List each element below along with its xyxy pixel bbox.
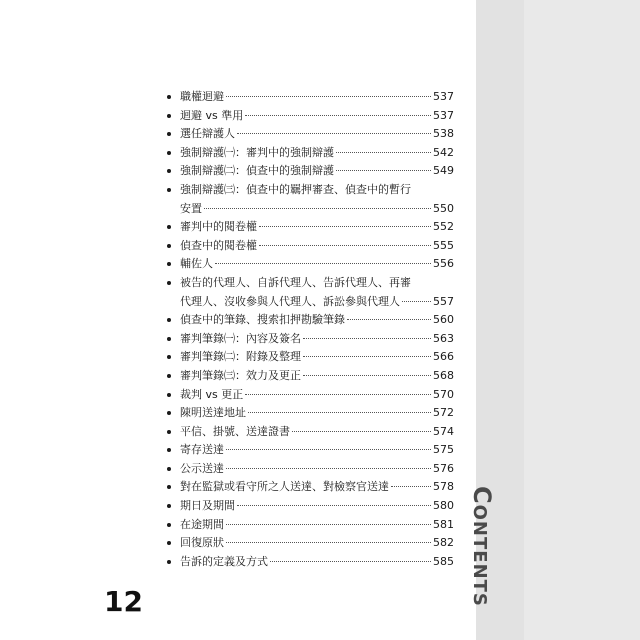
- toc-entry: [164, 497, 454, 516]
- toc-entry-page: 580: [433, 499, 454, 513]
- bullet-icon: [167, 132, 171, 136]
- toc-entry-title: 對在監獄或看守所之人送達、對檢察官送達: [180, 480, 389, 494]
- toc-entry-page: 576: [433, 461, 454, 475]
- bullet-icon: [167, 114, 171, 118]
- dot-leader: [270, 560, 431, 562]
- contents-sidebar: [476, 0, 640, 640]
- toc-entry: [164, 386, 454, 405]
- contents-label-rest: ONTENTS: [469, 504, 490, 607]
- toc-entry-line: [180, 386, 454, 405]
- toc-entry-line: [180, 497, 454, 516]
- toc-entry-page: 537: [433, 108, 454, 122]
- toc-entry-title: 偵查中的閱卷權: [180, 238, 257, 252]
- toc-entry: [164, 255, 454, 274]
- bullet-icon: [167, 318, 171, 322]
- toc-entry-page: 570: [433, 387, 454, 401]
- dot-leader: [245, 114, 431, 116]
- toc-entry-title: 偵查中的筆錄、搜索扣押勘驗筆錄: [180, 313, 345, 327]
- dot-leader: [391, 485, 431, 487]
- dot-leader: [215, 262, 431, 264]
- toc-entry-line: [180, 330, 454, 349]
- toc-entry: [164, 460, 454, 479]
- toc-entry-page: 560: [433, 313, 454, 327]
- bullet-icon: [167, 485, 171, 489]
- toc-entry-page: 574: [433, 424, 454, 438]
- toc-entry: [164, 144, 454, 163]
- toc-entry: [164, 125, 454, 144]
- dot-leader: [303, 374, 431, 376]
- bullet-icon: [167, 560, 171, 564]
- dot-leader: [204, 207, 431, 209]
- dot-leader: [336, 169, 431, 171]
- toc-entry-page: 578: [433, 480, 454, 494]
- toc-entry-line: [180, 237, 454, 256]
- dot-leader: [347, 318, 431, 320]
- toc-entry: [164, 348, 454, 367]
- toc-entry-title: 強制辯護㈡：偵查中的強制辯護: [180, 164, 334, 178]
- toc-entry-page: 552: [433, 220, 454, 234]
- toc-entry-title: 選任辯護人: [180, 127, 235, 141]
- toc-entry-title: 審判筆錄㈠：內容及簽名: [180, 331, 301, 345]
- toc-entry-page: 538: [433, 127, 454, 141]
- table-of-contents: [164, 88, 454, 571]
- dot-leader: [237, 504, 431, 506]
- toc-entry-page: 563: [433, 331, 454, 345]
- dot-leader: [259, 244, 431, 246]
- toc-entry-line: [180, 423, 454, 442]
- toc-entry-page: 550: [433, 201, 454, 215]
- toc-entry-line: [180, 516, 454, 535]
- toc-entry-title: 審判筆錄㈢：效力及更正: [180, 368, 301, 382]
- toc-entry-page: 557: [433, 294, 454, 308]
- toc-entry-page: 542: [433, 145, 454, 159]
- toc-entry-page: 572: [433, 406, 454, 420]
- toc-entry: [164, 218, 454, 237]
- toc-entry: [164, 553, 454, 572]
- toc-entry-page: 555: [433, 238, 454, 252]
- toc-entry: [164, 423, 454, 442]
- toc-entry-line: [180, 88, 454, 107]
- toc-entry-page: 549: [433, 164, 454, 178]
- bullet-icon: [167, 95, 171, 99]
- toc-entry: [164, 478, 454, 497]
- bullet-icon: [167, 244, 171, 248]
- toc-entry: [164, 181, 454, 218]
- bullet-icon: [167, 337, 171, 341]
- toc-entry-title: 審判中的閱卷權: [180, 220, 257, 234]
- contents-vertical-label: [456, 486, 496, 607]
- dot-leader: [336, 151, 431, 153]
- toc-entry-title: 代理人、沒收參與人代理人、訴訟參與代理人: [180, 294, 400, 308]
- toc-entry-title: 公示送達: [180, 461, 224, 475]
- toc-entry-line: [180, 311, 454, 330]
- toc-entry-title: 期日及期間: [180, 499, 235, 513]
- toc-entry-line: [180, 348, 454, 367]
- dot-leader: [292, 430, 431, 432]
- bullet-icon: [167, 541, 171, 545]
- toc-entry-line: [180, 162, 454, 181]
- toc-entry-title: 審判筆錄㈡：附錄及整理: [180, 350, 301, 364]
- toc-entry-title: 告訴的定義及方式: [180, 554, 268, 568]
- toc-entry-line: [180, 553, 454, 572]
- bullet-icon: [167, 523, 171, 527]
- toc-entry-page: 582: [433, 536, 454, 550]
- dot-leader: [303, 355, 431, 357]
- toc-entry-title: 職權迴避: [180, 90, 224, 103]
- bullet-icon: [167, 262, 171, 266]
- toc-entry-page: 575: [433, 443, 454, 457]
- toc-entry-title: 寄存送達: [180, 443, 224, 457]
- dot-leader: [248, 411, 431, 413]
- bullet-icon: [167, 188, 171, 192]
- dot-leader: [226, 95, 431, 97]
- bullet-icon: [167, 355, 171, 359]
- toc-entry-page: 581: [433, 517, 454, 531]
- toc-entry: [164, 330, 454, 349]
- toc-entry-title: 迴避 vs 準用: [180, 108, 244, 122]
- toc-entry-line: [180, 144, 454, 163]
- dot-leader: [226, 448, 431, 450]
- toc-entry-line: [180, 478, 454, 497]
- bullet-icon: [167, 374, 171, 378]
- toc-entry-title: 陳明送達地址: [180, 406, 246, 420]
- toc-entry-line: [180, 218, 454, 237]
- toc-entry: [164, 107, 454, 126]
- toc-entry-line: [180, 441, 454, 460]
- bullet-icon: [167, 411, 171, 415]
- toc-entry: [164, 404, 454, 423]
- toc-entry-line: [180, 367, 454, 386]
- toc-entry-title: 回復原狀: [180, 536, 224, 550]
- toc-entry: [164, 441, 454, 460]
- toc-entry-title: 安置: [180, 201, 202, 215]
- bullet-icon: [167, 393, 171, 397]
- dot-leader: [237, 132, 431, 134]
- toc-entry-line: [180, 200, 454, 219]
- toc-entry-title-line1: 被告的代理人、自訴代理人、告訴代理人、再審: [180, 275, 411, 289]
- bullet-icon: [167, 448, 171, 452]
- toc-entry: [164, 88, 454, 107]
- toc-entry-page: 537: [433, 90, 454, 103]
- bullet-icon: [167, 169, 171, 173]
- bullet-icon: [167, 467, 171, 471]
- toc-entry-line: [180, 404, 454, 423]
- toc-entry-page: 566: [433, 350, 454, 364]
- dot-leader: [226, 541, 431, 543]
- bullet-icon: [167, 151, 171, 155]
- toc-entry-title: 裁判 vs 更正: [180, 387, 244, 401]
- dot-leader: [259, 225, 431, 227]
- contents-label-initial: C: [468, 486, 496, 505]
- dot-leader: [226, 467, 431, 469]
- dot-leader: [245, 393, 431, 395]
- dot-leader: [402, 300, 431, 302]
- toc-entry: [164, 516, 454, 535]
- bullet-icon: [167, 504, 171, 508]
- page-number: 12: [104, 585, 143, 618]
- toc-entry: [164, 367, 454, 386]
- toc-entry-line: [180, 125, 454, 144]
- toc-entry-title: 平信、掛號、送達證書: [180, 424, 290, 438]
- toc-entry-title: 強制辯護㈠：審判中的強制辯護: [180, 145, 334, 159]
- toc-entry-line: [180, 293, 454, 312]
- dot-leader: [303, 337, 431, 339]
- toc-entry: [164, 237, 454, 256]
- toc-entry: [164, 162, 454, 181]
- toc-entry: [164, 274, 454, 311]
- toc-entry-line: [180, 460, 454, 479]
- toc-entry-line: [180, 107, 454, 126]
- toc-entry-title: 在途期間: [180, 517, 224, 531]
- toc-entry-title: 輔佐人: [180, 257, 213, 271]
- bullet-icon: [167, 281, 171, 285]
- toc-entry: [164, 534, 454, 553]
- bullet-icon: [167, 225, 171, 229]
- dot-leader: [226, 523, 431, 525]
- toc-entry: [164, 311, 454, 330]
- toc-entry-line: [180, 534, 454, 553]
- toc-entry-page: 556: [433, 257, 454, 271]
- toc-entry-title-line1: 強制辯護㈢：偵查中的羈押審查、偵查中的暫行: [180, 182, 411, 196]
- toc-entry-line: [180, 255, 454, 274]
- toc-entry-page: 585: [433, 554, 454, 568]
- bullet-icon: [167, 430, 171, 434]
- toc-entry-page: 568: [433, 368, 454, 382]
